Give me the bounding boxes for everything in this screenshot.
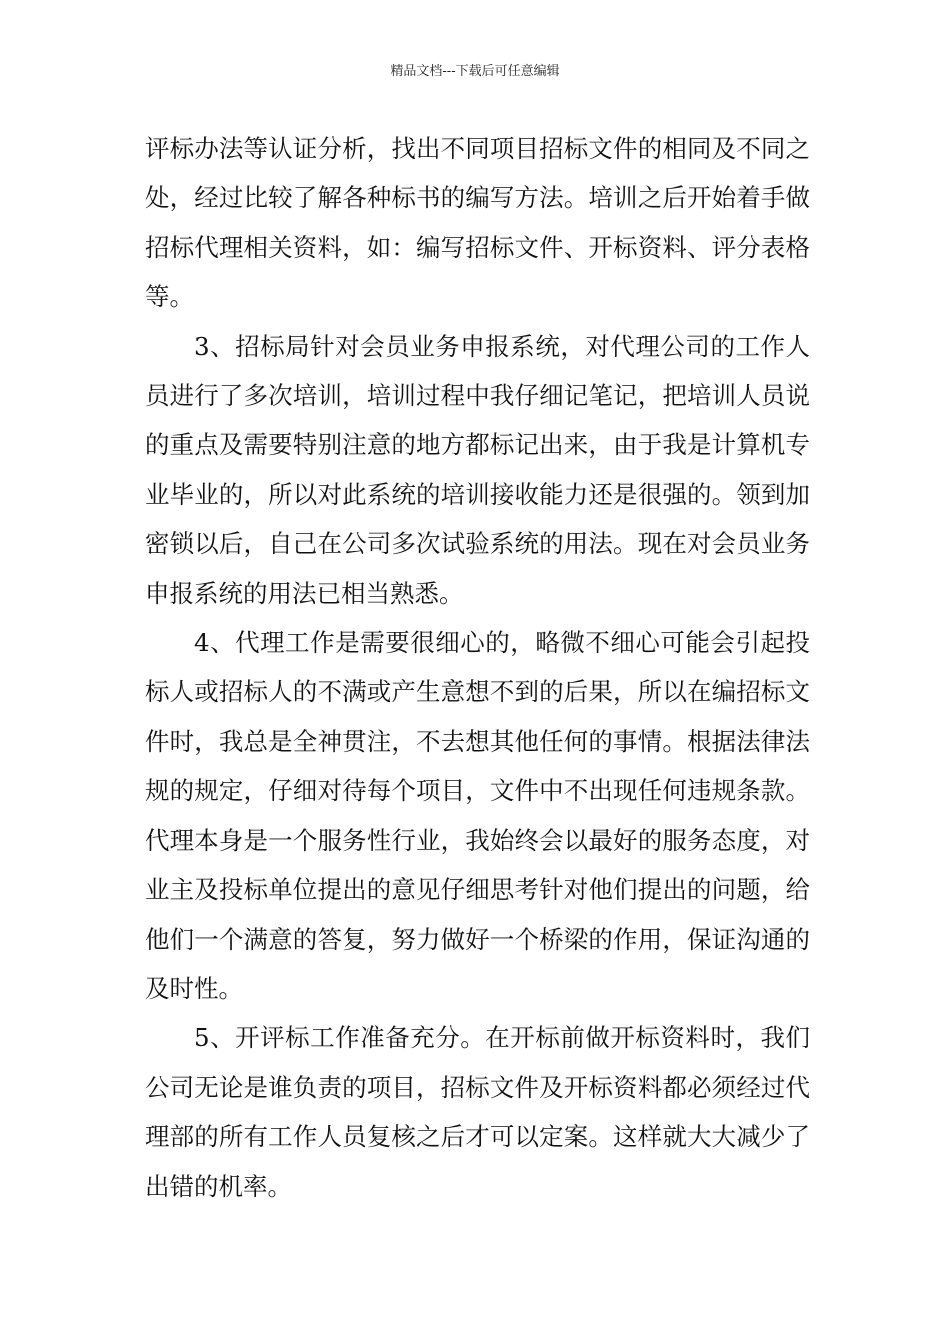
document-body <box>145 124 810 1211</box>
paragraph-continuation: 评标办法等认证分析，找出不同项目招标文件的相同及不同之处，经过比较了解各种标书的编写方法。培训之后开始着手做招标代理相关资料，如：编写招标文件、开标资料、评分表格等。 <box>145 134 810 312</box>
paragraph-item-3: 3、招标局针对会员业务申报系统，对代理公司的工作人员进行了多次培训，培训过程中我仔细记笔记，把培训人员说的重点及需要特别注意的地方都标记出来，由于我是计算机专业毕业的，所以对此系统的培训接收能力还是很强的。领到加密锁以后，自己在公司多次试验系统的用法。现在对会员业务申报系统的用法已相当熟悉。 <box>145 331 810 608</box>
paragraph-item-4: 4、代理工作是需要很细心的，略微不细心可能会引起投标人或招标人的不满或产生意想不到的后果，所以在编招标文件时，我总是全神贯注，不去想其他任何的事情。根据法律法规的规定，仔细对待每个项目，文件中不出现任何违规条款。代理本身是一个服务性行业，我始终会以最好的服务态度，对业主及投标单位提出的意见仔细思考针对他们提出的问题，给他们一个满意的答复，努力做好一个桥梁的作用，保证沟通的及时性。 <box>145 628 810 1003</box>
paragraph-item-5: 5、开评标工作准备充分。在开标前做开标资料时，我们公司无论是谁负责的项目，招标文件及开标资料都必须经过代理部的所有工作人员复核之后才可以定案。这样就大大减少了出错的机率。 <box>145 1023 810 1201</box>
page-header: 精品文档---下载后可任意编辑 <box>390 64 560 79</box>
